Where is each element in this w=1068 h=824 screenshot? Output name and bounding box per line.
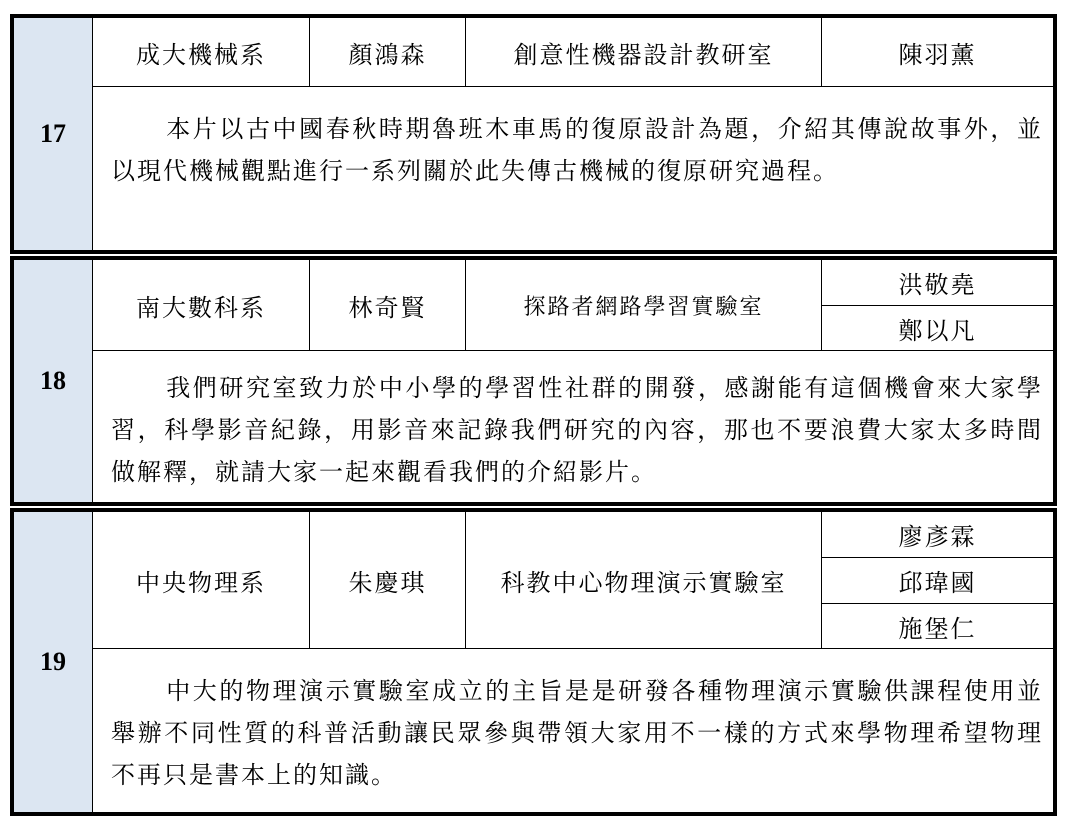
student-cell: 洪敬堯	[898, 271, 977, 299]
department-cell: 中央物理系	[136, 568, 266, 597]
teacher-cell: 林奇賢	[348, 293, 427, 322]
entry-block-19	[10, 508, 1057, 816]
student-cell: 廖彥霖	[898, 523, 977, 551]
lab-cell: 創意性機器設計教研室	[513, 40, 774, 69]
student-cell: 陳羽薰	[898, 40, 977, 69]
teacher-cell: 朱慶琪	[348, 568, 427, 597]
student-cell: 鄭以凡	[898, 316, 977, 345]
department-cell: 南大數科系	[136, 293, 266, 322]
entry-number: 19	[14, 512, 93, 812]
entry-description: 本片以古中國春秋時期魯班木車馬的復原設計為題，介紹其傳說故事外，並以現代機械觀點進行一系列關於此失傳古機械的復原研究過程。	[111, 115, 1043, 185]
teacher-cell: 顏鴻森	[348, 40, 427, 69]
student-cell: 施堡仁	[898, 614, 977, 643]
department-cell: 成大機械系	[136, 40, 266, 69]
entry-description: 中大的物理演示實驗室成立的主旨是是研發各種物理演示實驗供課程使用並舉辦不同性質的科普活動讓民眾參與帶領大家用不一樣的方式來學物理希望物理不再只是書本上的知識。	[111, 677, 1043, 789]
entry-description: 我們研究室致力於中小學的學習性社群的開發，感謝能有這個機會來大家學習，科學影音紀錄，用影音來記錄我們研究的內容，那也不要浪費大家太多時間做解釋，就請大家一起來觀看我們的介紹影片。	[111, 374, 1043, 486]
entry-number: 17	[14, 18, 93, 250]
entry-block-17	[10, 14, 1057, 254]
entry-number: 18	[14, 260, 93, 502]
lab-cell: 探路者網路學習實驗室	[523, 294, 764, 320]
lab-cell: 科教中心物理演示實驗室	[500, 568, 787, 597]
entry-block-18	[10, 256, 1057, 506]
student-cell: 邱瑋國	[898, 569, 977, 597]
